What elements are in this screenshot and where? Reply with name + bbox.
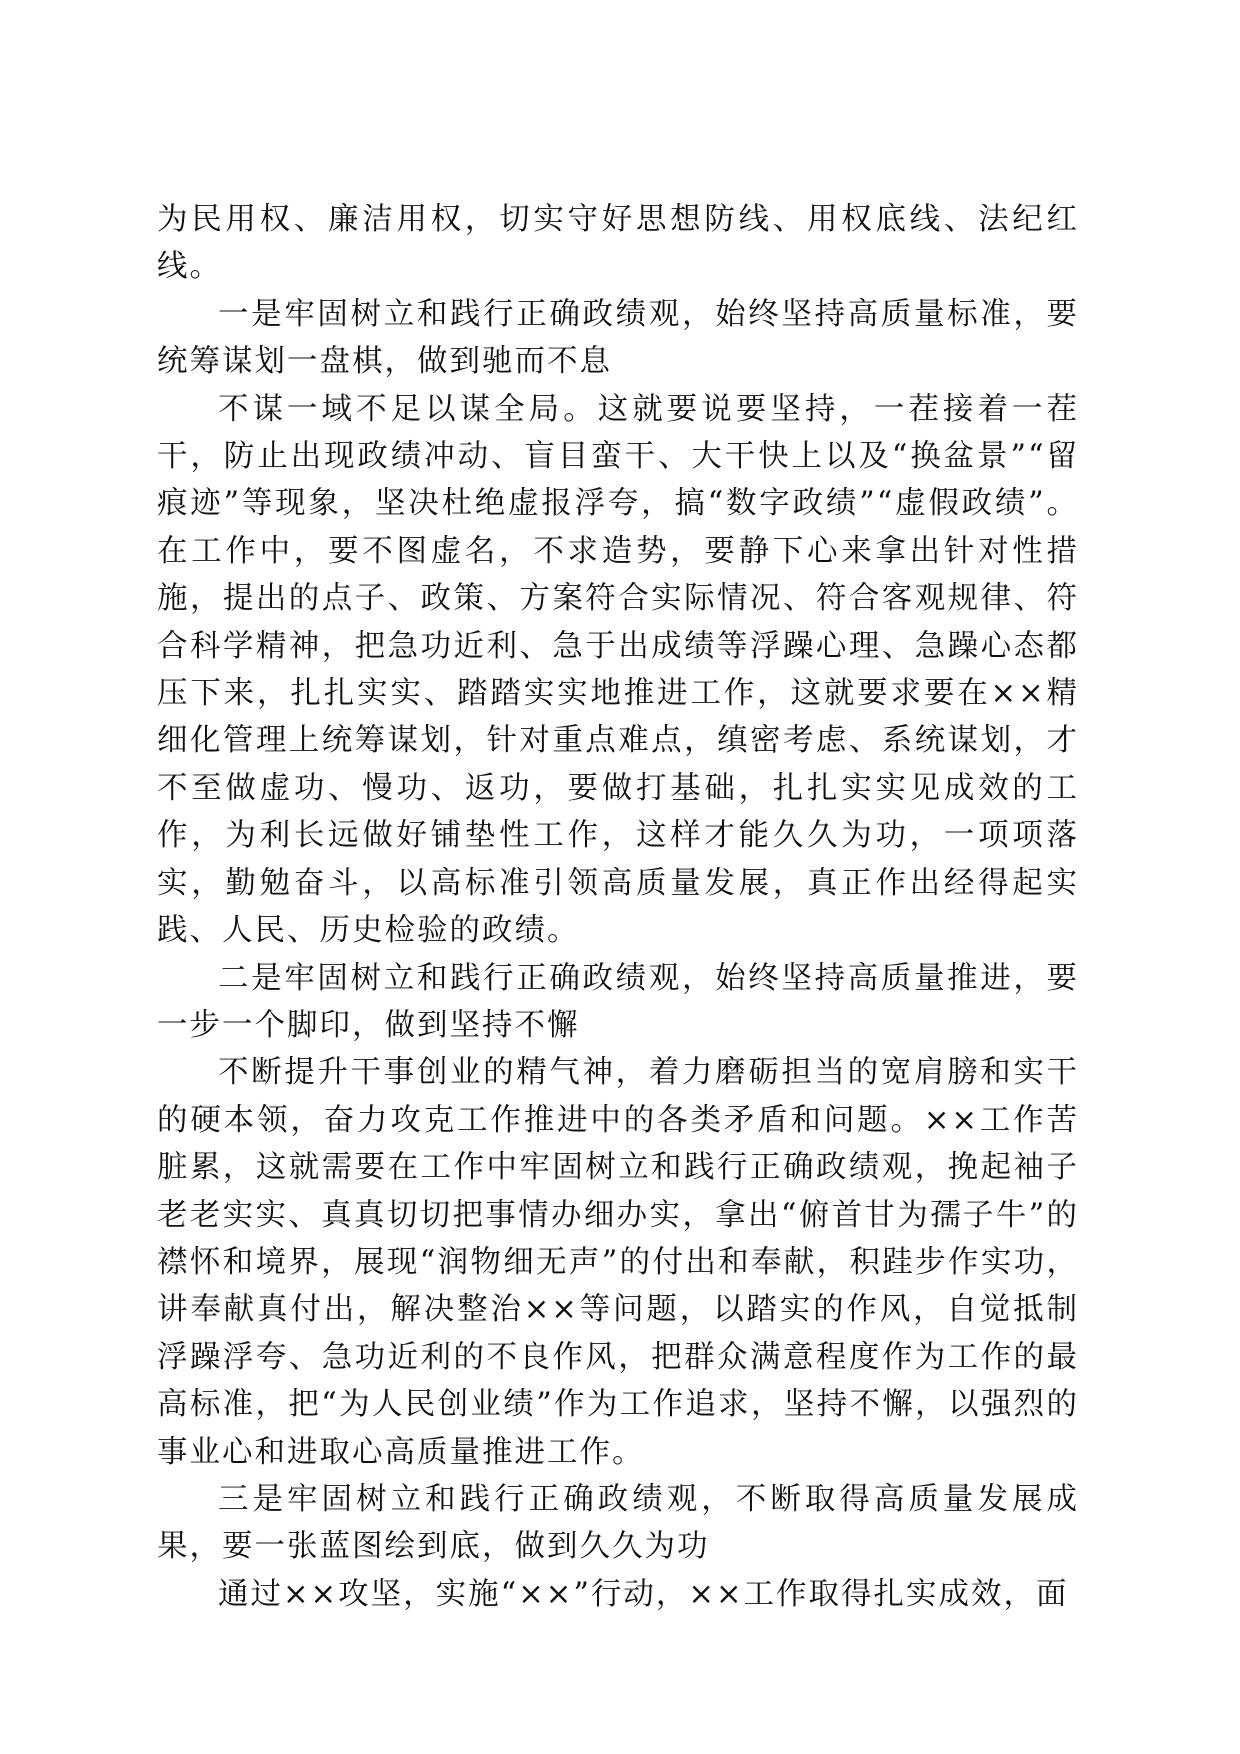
paragraph-section-one: 不谋一域不足以谋全局。这就要说要坚持，一茬接着一茬干，防止出现政绩冲动、盲目蛮干、大干快上以及“换盆景”“留痕迹”等现象，坚决杜绝虚报浮夸，搞“数字政绩”“虚假政绩”。在工作中，要不图虚名，不求造势，要静下心来拿出针对性措施，提出的点子、政策、方案符合实际情况、符合客观规律、符合科学精神，把急功近利、急于出成绩等浮躁心理、急躁心态都压下来，扎扎实实、踏踏实实地推进工作，这就要求要在××精细化管理上统筹谋划，针对重点难点，缜密考虑、系统谋划，才不至做虚功、慢功、返功，要做打基础，扎扎实实见成效的工作，为利长远做好铺垫性工作，这样才能久久为功，一项项落实，勤勉奋斗，以高标准引领高质量发展，真正作出经得起实践、人民、历史检验的政绩。 <box>157 391 1079 949</box>
paragraph-section-two: 不断提升干事创业的精气神，着力磨砺担当的宽肩膀和实干的硬本领，奋力攻克工作推进中的各类矛盾和问题。××工作苦脏累，这就需要在工作中牢固树立和践行正确政绩观，挽起袖子老老实实、真真切切把事情办细办实，拿出“俯首甘为孺子牛”的襟怀和境界，展现“润物细无声”的付出和奉献，积跬步作实功，讲奉献真付出，解决整治××等问题，以踏实的作风，自觉抵制浮躁浮夸、急功近利的不良作风，把群众满意程度作为工作的最高标准，把“为人民创业绩”作为工作追求，坚持不懈，以强烈的事业心和进取心高质量推进工作。 <box>157 1055 1079 1470</box>
paragraph-section-three: 通过××攻坚，实施“××”行动，××工作取得扎实成效，面 <box>218 1576 1069 1612</box>
paragraph-continuation: 为民用权、廉洁用权，切实守好思想防线、用权底线、法纪红线。 <box>157 202 1079 285</box>
section-heading-three: 三是牢固树立和践行正确政绩观，不断取得高质量发展成果，要一张蓝图绘到底，做到久久为功 <box>157 1481 1079 1565</box>
section-heading-one: 一是牢固树立和践行正确政绩观，始终坚持高质量标准，要统筹谋划一盘棋，做到驰而不息 <box>157 296 1079 380</box>
section-heading-two: 二是牢固树立和践行正确政绩观，始终坚持高质量推进，要一步一个脚印，做到坚持不懈 <box>157 960 1079 1043</box>
document-body <box>157 196 1079 1618</box>
